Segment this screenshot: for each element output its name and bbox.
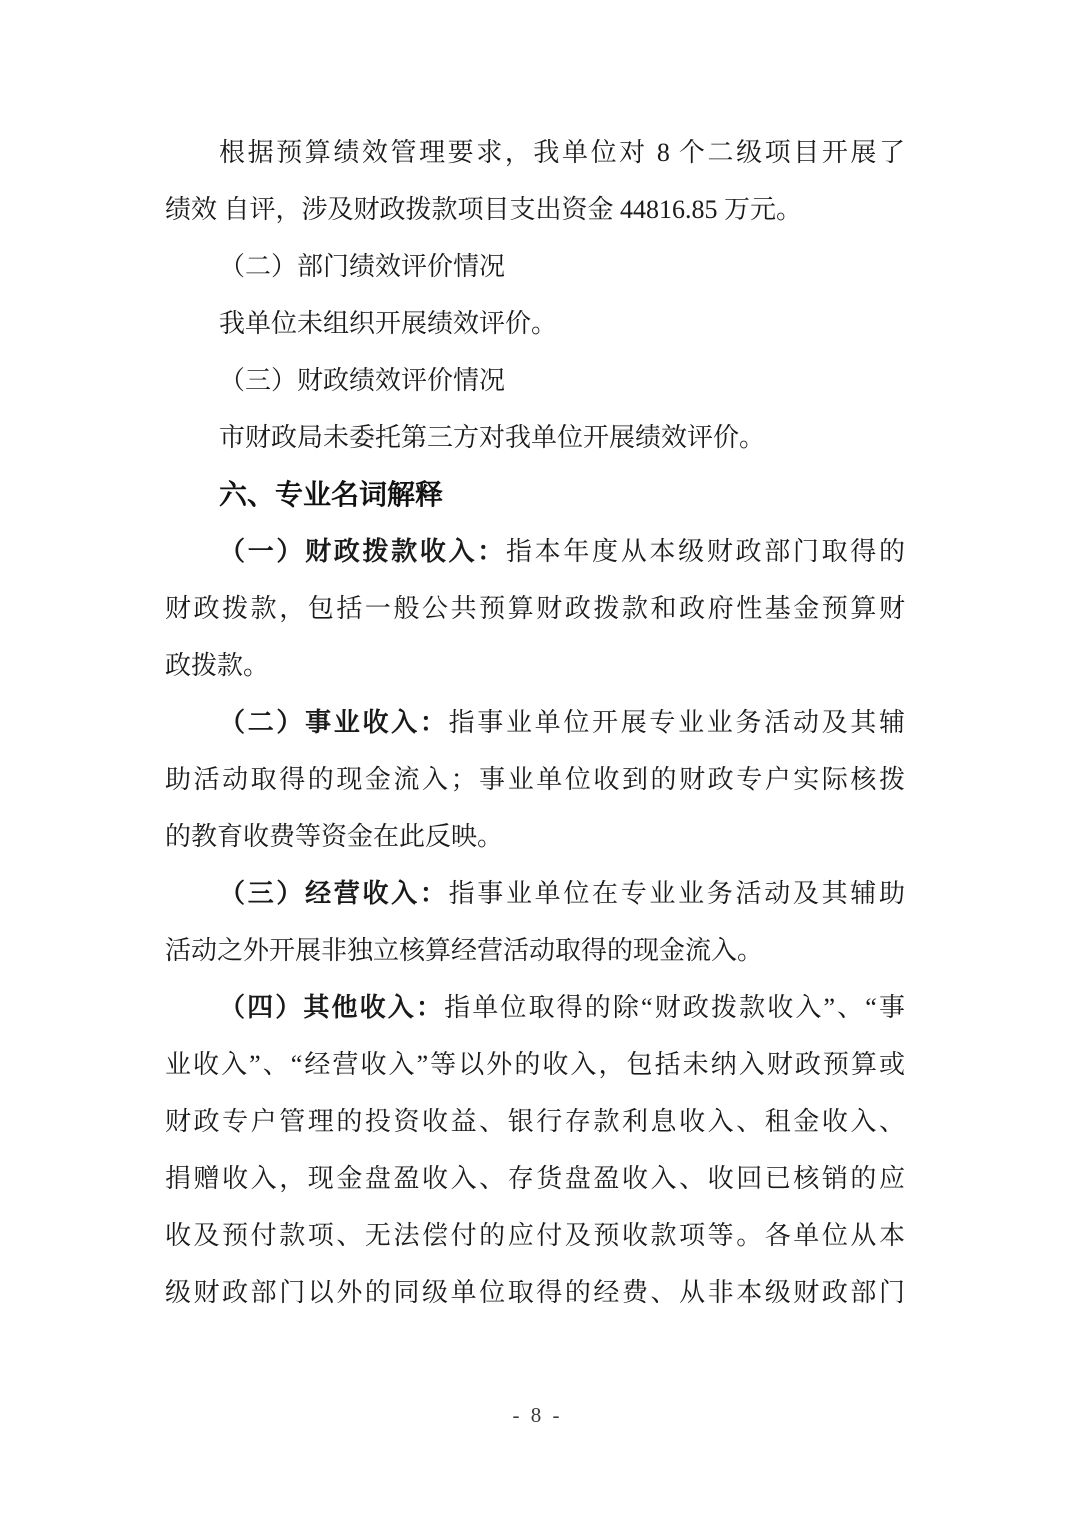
para-fiscal-performance-eval-line [165,409,905,466]
term-business-income-line [165,922,905,979]
term-other-income-line [165,1264,905,1321]
text-segment: 财政专户管理的投资收益、银行存款利息收入、租金收入、 [165,1107,905,1136]
term-fiscal-appropriation-income-line [165,523,905,580]
subheading-fiscal-performance-eval-line [165,352,905,409]
text-segment: 财政拨款，包括一般公共预算财政拨款和政府性基金预算财 [165,594,905,623]
document-content [165,124,905,1321]
para-performance-self-eval-line [165,124,905,181]
page-number: - 8 - [512,1403,563,1427]
term-label: 六、专业名词解释 [219,479,444,510]
para-performance-self-eval-line [165,181,905,238]
text-segment: 绩效 自评，涉及财政拨款项目支出资金 44816.85 万元。 [165,195,803,224]
term-label: （四）其他收入： [219,993,445,1022]
section-heading-terminology-line [165,466,905,523]
term-other-income-line [165,1150,905,1207]
term-institutional-income-line [165,808,905,865]
text-segment: 收及预付款项、无法偿付的应付及预收款项等。各单位从本 [165,1221,905,1250]
text-segment: 我单位未组织开展绩效评价。 [219,309,558,338]
text-segment: （二）部门绩效评价情况 [219,252,506,281]
term-fiscal-appropriation-income-line [165,580,905,637]
text-segment: 捐赠收入，现金盘盈收入、存货盘盈收入、收回已核销的应 [165,1164,905,1193]
text-segment: 指事业单位在专业业务活动及其辅助 [448,879,905,908]
text-segment: 市财政局未委托第三方对我单位开展绩效评价。 [219,423,766,452]
term-other-income-line [165,1093,905,1150]
text-segment: 业收入”、“经营收入”等以外的收入，包括未纳入财政预算或 [165,1050,905,1079]
term-label: （三）经营收入： [219,879,449,908]
text-segment: 级财政部门以外的同级单位取得的经费、从非本级财政部门 [165,1278,905,1307]
para-dept-performance-eval-line [165,295,905,352]
text-segment: 活动之外开展非独立核算经营活动取得的现金流入。 [165,936,764,965]
term-business-income-line [165,865,905,922]
term-label: （二）事业收入： [219,708,449,737]
text-segment: 指本年度从本级财政部门取得的 [505,537,905,566]
text-segment: 根据预算绩效管理要求，我单位对 8 个二级项目开展了 [219,138,905,167]
term-fiscal-appropriation-income-line [165,637,905,694]
text-segment: 助活动取得的现金流入；事业单位收到的财政专户实际核拨 [165,765,905,794]
subheading-dept-performance-eval-line [165,238,905,295]
text-segment: 指单位取得的除“财政拨款收入”、“事 [444,993,905,1022]
term-other-income-line [165,1207,905,1264]
term-other-income-line [165,979,905,1036]
text-segment: 指事业单位开展专业业务活动及其辅 [448,708,905,737]
term-institutional-income-line [165,751,905,808]
term-institutional-income-line [165,694,905,751]
term-other-income-line [165,1036,905,1093]
text-segment: 的教育收费等资金在此反映。 [165,822,504,851]
term-label: （一）财政拨款收入： [219,537,506,566]
text-segment: （三）财政绩效评价情况 [219,366,506,395]
text-segment: 政拨款。 [165,651,270,680]
